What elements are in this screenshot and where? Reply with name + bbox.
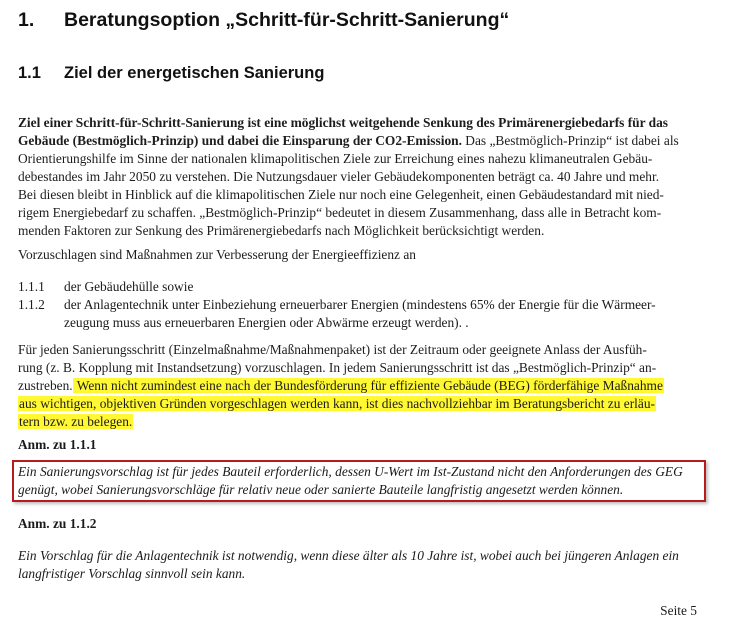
text-line	[18, 186, 724, 204]
page-number: Seite 5	[660, 603, 697, 618]
list-item-text: der Gebäudehülle sowie	[64, 279, 194, 294]
text-run: Vorzuschlagen sind Maßnahmen zur Verbesserung der Energieeffizienz an	[18, 247, 416, 262]
text-line	[18, 114, 724, 132]
text-line	[18, 132, 724, 150]
text-run: rung (z. B. Kopplung mit Instandsetzung) vorzuschlagen. In jedem Sanierungsschritt ist das „Bestmöglich-Prinzip“ an-	[18, 360, 657, 375]
text-run: Bei diesen bleibt in Hinblick auf die klimapolitischen Ziele nur noch eine Gelegenheit, einen Gebäudestandard mit nied-	[18, 187, 664, 202]
text-line	[18, 204, 724, 222]
note-label-1-1-1: Anm. zu 1.1.1	[18, 437, 97, 452]
subsection-heading	[18, 64, 324, 83]
text-run: Orientierungshilfe im Sinne der nationalen klimapolitischen Ziele zur Erreichung eines nahezu klimaneutralen Gebäu-	[18, 151, 653, 166]
list-item	[18, 296, 724, 332]
text-line	[18, 222, 724, 240]
text-run: rigem Energiebedarf zu schaffen. „Bestmöglich-Prinzip“ bedeutet in diesem Zusammenhang, dass alle in Betracht kom-	[18, 205, 662, 220]
text-run: debestandes im Jahr 2050 zu verstehen. Die Nutzungsdauer vieler Gebäudekomponenten beträgt ca. 40 Jahre und mehr.	[18, 169, 660, 184]
text-line	[18, 413, 724, 431]
text-run: Gebäude (Bestmöglich-Prinzip) und dabei die Einsparung der CO2-Emission.	[18, 133, 462, 148]
section-number: 1.	[18, 9, 35, 31]
list-item-number: 1.1.1	[18, 279, 45, 294]
highlighted-text: Wenn nicht zumindest eine nach der Bundesförderung für effiziente Gebäude (BEG) förderfähige Maßnahme	[73, 378, 663, 393]
text-line	[18, 168, 724, 186]
note-text-1-1-2: Ein Vorschlag für die Anlagentechnik ist notwendig, wenn diese älter als 10 Jahre ist, wobei auch bei jüngeren Anlagen ein langfristiger Vorschlag sinnvoll sein kann.	[18, 548, 679, 581]
text-run: menden Faktoren zur Senkung des Primärenergiebedarfs nach Möglichkeit berücksichtigt werden.	[18, 223, 545, 238]
highlighted-text: aus wichtigen, objektiven Gründen vorgeschlagen werden kann, ist dies nachvollziehbar im Beratungsbericht zu erläu-	[19, 396, 655, 411]
section-title: Beratungsoption „Schritt-für-Schritt-Sanierung“	[64, 9, 510, 31]
text-line	[18, 359, 724, 377]
list-item-text: der Anlagentechnik unter Einbeziehung erneuerbarer Energien (mindestens 65% der Energie für die Wärmeer- zeugung muss aus erneuerbaren Energien oder Abwärme erzeugt werden). .	[64, 297, 656, 330]
text-line	[18, 246, 724, 264]
text-line	[18, 395, 724, 413]
list-item-number: 1.1.2	[18, 297, 45, 312]
text-run: Für jeden Sanierungsschritt (Einzelmaßnahme/Maßnahmenpaket) ist der Zeitraum oder geeignete Anlass der Ausfüh-	[18, 342, 647, 357]
step-paragraph	[18, 341, 724, 431]
section-heading	[18, 9, 509, 32]
subsection-title: Ziel der energetischen Sanierung	[64, 64, 325, 82]
text-line	[18, 150, 724, 168]
text-line	[18, 377, 724, 395]
text-run: zustreben.	[18, 378, 73, 393]
list-item	[18, 278, 724, 296]
note-text-1-1-1: Ein Sanierungsvorschlag ist für jedes Bauteil erforderlich, dessen U-Wert im Ist-Zustand nicht den Anforderungen des GEG genügt, wobei Sanierungsvorschläge für relativ neue oder sanierte Bauteile langfristig angesetzt werden können.	[18, 464, 683, 497]
text-line	[18, 341, 724, 359]
text-run: Ziel einer Schritt-für-Schritt-Sanierung ist eine möglichst weitgehende Senkung des Primärenergiebedarfs für das	[18, 115, 669, 130]
intro-paragraph	[18, 114, 724, 240]
note-label-1-1-2: Anm. zu 1.1.2	[18, 516, 97, 531]
highlighted-text: tern bzw. zu belegen.	[19, 414, 133, 429]
text-run: Das „Bestmöglich-Prinzip“ ist dabei als	[461, 133, 679, 148]
measures-intro-paragraph	[18, 246, 724, 264]
subsection-number: 1.1	[18, 64, 41, 82]
